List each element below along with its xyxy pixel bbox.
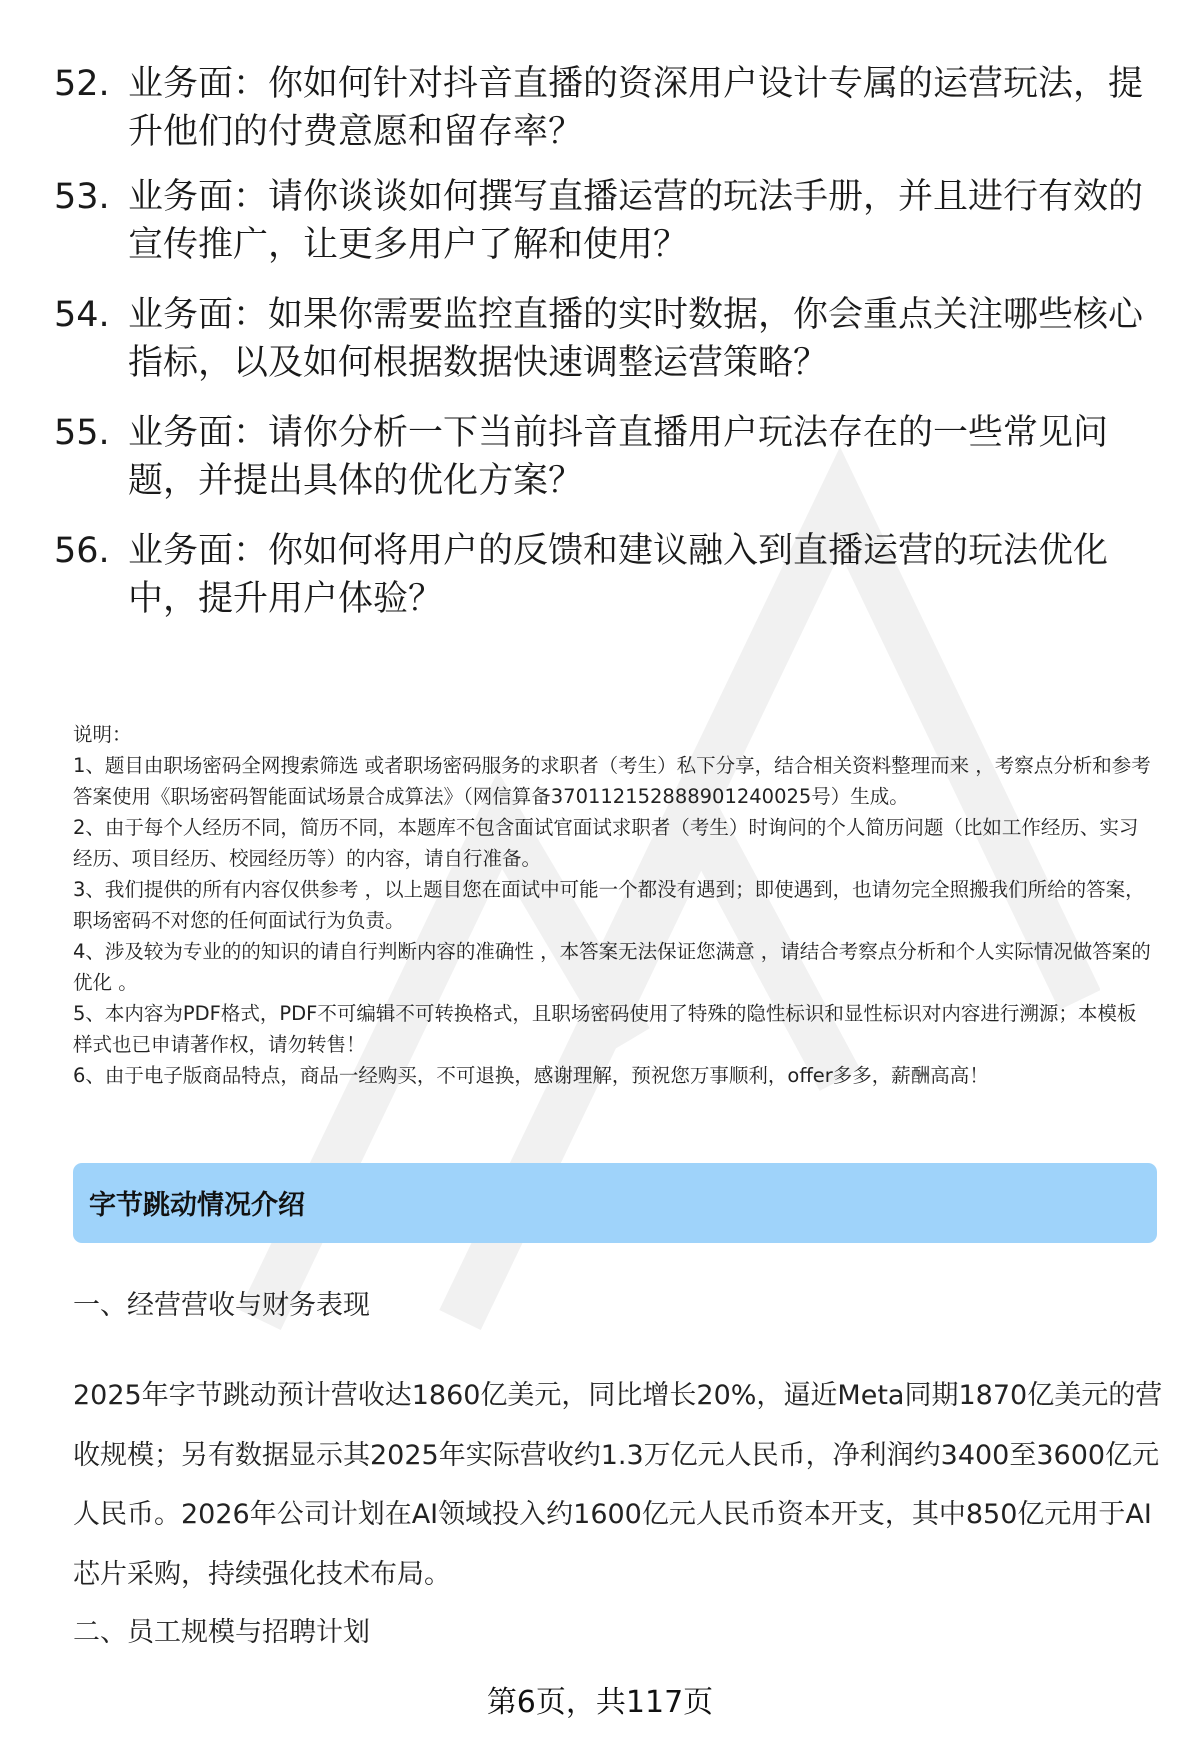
disclaimer-notes — [73, 719, 1153, 1091]
section-paragraph: 2025年字节跳动预计营收达1860亿美元，同比增长20%，逼近Meta同期1870亿美元的营收规模；另有数据显示其2025年实际营收约1.3万亿元人民币，净利润约3400至3600亿元人民币。2026年公司计划在AI领域投入约1600亿元人民币资本开支，其中850亿元用于AI芯片采购，持续强化技术布局。 — [73, 1380, 1163, 1590]
question-text: 业务面：请你谈谈如何撰写直播运营的玩法手册，并且进行有效的宣传推广，让更多用户了解和使用？ — [128, 177, 1144, 265]
question-item — [54, 527, 1154, 623]
question-text: 业务面：你如何将用户的反馈和建议融入到直播运营的玩法优化中，提升用户体验？ — [128, 531, 1109, 619]
note-item: 5、本内容为PDF格式，PDF不可编辑不可转换格式，且职场密码使用了特殊的隐性标识和显性标识对内容进行溯源；本模板样式也已申请著作权，请勿转售！ — [73, 1002, 1137, 1056]
question-number: 55. — [54, 413, 110, 453]
question-item — [54, 291, 1154, 387]
question-number: 53. — [54, 177, 110, 217]
question-item — [54, 173, 1154, 269]
question-text: 业务面：如果你需要监控直播的实时数据，你会重点关注哪些核心指标，以及如何根据数据快速调整运营策略？ — [128, 295, 1144, 383]
note-item: 3、我们提供的所有内容仅供参考 ，以上题目您在面试中可能一个都没有遇到；即使遇到，也请勿完全照搬我们所给的答案，职场密码不对您的任何面试行为负责。 — [73, 878, 1145, 932]
section-heading: 一、经营营收与财务表现 — [73, 1290, 370, 1321]
section-banner — [73, 1163, 1157, 1243]
note-item: 1、题目由职场密码全网搜索筛选 或者职场密码服务的求职者（考生）私下分享，结合相关资料整理而来 ，考察点分析和参考答案使用《职场密码智能面试场景合成算法》（网信算备370112152888901240025号）生成。 — [73, 754, 1151, 808]
note-item: 2、由于每个人经历不同，简历不同，本题库不包含面试官面试求职者（考生）时询问的个人简历问题（比如工作经历、实习经历、项目经历、校园经历等）的内容，请自行准备。 — [73, 816, 1139, 870]
question-number: 54. — [54, 295, 110, 335]
question-text: 业务面：请你分析一下当前抖音直播用户玩法存在的一些常见问题，并提出具体的优化方案？ — [128, 413, 1109, 501]
question-number: 56. — [54, 531, 110, 571]
section-banner-title: 字节跳动情况介绍 — [89, 1190, 305, 1221]
section-heading: 二、员工规模与招聘计划 — [73, 1617, 370, 1648]
question-item — [54, 409, 1154, 505]
note-item: 4、涉及较为专业的的知识的请自行判断内容的准确性 ，本答案无法保证您满意 ，请结合考察点分析和个人实际情况做答案的优化 。 — [73, 940, 1151, 994]
notes-title: 说明： — [73, 723, 132, 746]
question-item — [54, 60, 1154, 156]
question-text: 业务面：你如何针对抖音直播的资深用户设计专属的运营玩法，提升他们的付费意愿和留存率？ — [128, 64, 1144, 152]
question-number: 52. — [54, 64, 110, 104]
note-item: 6、由于电子版商品特点，商品一经购买，不可退换，感谢理解，预祝您万事顺利，offer多多，薪酬高高！ — [73, 1064, 989, 1087]
page-number: 第6页，共117页 — [486, 1685, 714, 1720]
